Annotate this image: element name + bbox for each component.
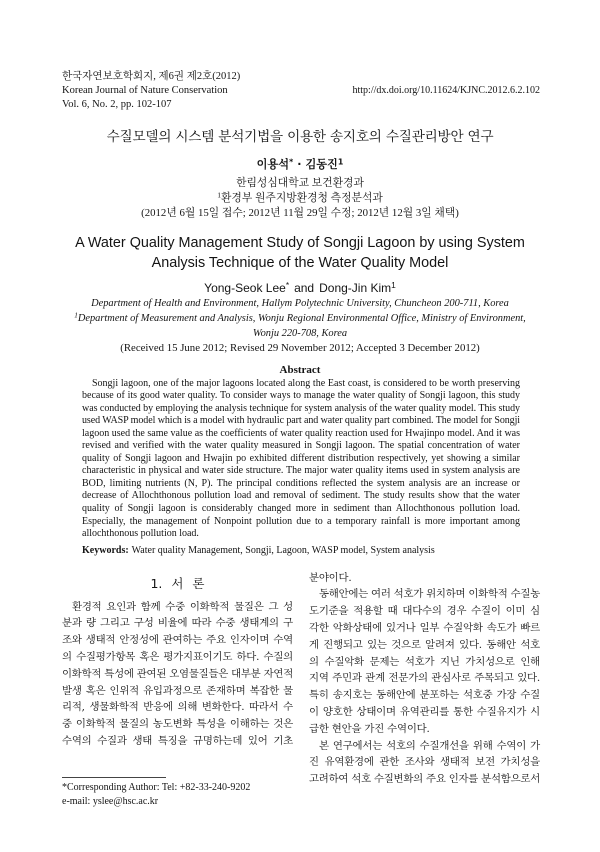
korean-affiliation-1: 한림성심대학교 보건환경과: [236, 176, 364, 189]
body-line: 동해안에는 여러 석호가 위치하며 이화학적 수질농: [319, 588, 540, 601]
english-authors: [0, 280, 600, 296]
author-name: 이용석: [256, 158, 290, 171]
keywords: [82, 544, 435, 558]
body-line: 중 이화학적 물질의 농도변화 특성을 이해하는 것은: [62, 718, 293, 731]
body-line: 리적, 생물화학적 반응에 의해 변화한다. 따라서 수: [62, 701, 293, 714]
korean-title: 수질모델의 시스템 분석기법을 이용한 송지호의 수질관리방안 연구: [106, 129, 494, 145]
english-history: (Received 15 June 2012; Revised 29 November 2012; Accepted 3 December 2012): [120, 341, 480, 354]
abstract-heading: Abstract: [279, 364, 321, 376]
right-column: [309, 570, 540, 788]
affiliation-mark: 1: [217, 190, 221, 200]
journal-korean-citation: 한국자연보호학회지, 제6권 제2호(2012): [62, 71, 241, 82]
author-separator: ·: [297, 158, 302, 171]
affiliation-text: 환경부 원주지방환경청 측정분석과: [220, 191, 383, 204]
body-line: 조와 생태적 안정성에 관여하는 주요 인자이며 수역: [62, 634, 293, 647]
abstract-line: decrease of Allochthonous pollution load and removal of sediment. The study results show that the water: [82, 490, 520, 502]
author-email: e-mail: yslee@hsc.ac.kr: [62, 796, 159, 807]
journal-english-name: Korean Journal of Nature Conservation: [62, 85, 228, 96]
abstract-text: [82, 378, 520, 541]
body-line: 특히 송지호는 동해안에 분포하는 석호중 가장 수질: [309, 689, 540, 702]
english-title-line: Analysis Technique of the Water Quality Model: [151, 255, 449, 271]
body-line: 의 수질악화 문제는 석호가 지닌 가치성으로 인해: [309, 655, 540, 668]
abstract-line: revised and verified with the water quality measured in Songji lagoon. The spatial concentration of water: [82, 440, 520, 452]
english-affiliation-1: Department of Health and Environment, Hallym Polytechnic University, Chuncheon 200-711, Korea: [91, 297, 509, 309]
author-mark: 1: [337, 157, 344, 167]
author-mark: *: [285, 280, 290, 291]
english-affiliation-2: [0, 311, 600, 326]
left-column: [62, 599, 293, 750]
english-affiliation-2-cont: Wonju 220-708, Korea: [252, 327, 348, 339]
author-name: 김동진: [305, 158, 338, 171]
abstract-line: BOD, limiting nutrients (N, P). The principal conditions reflected the system analysis are an increase or: [82, 477, 520, 489]
body-line: 각한 악화상태에 있거나 일부 수질악화 속도가 빠르: [309, 621, 540, 634]
body-line: 본 연구에서는 석호의 수질개선을 위해 수역이 가: [319, 739, 540, 752]
body-line: 발생 혹은 인위적 유입과정으로 존재하며 복잡한 물: [62, 684, 293, 697]
footnote: [62, 781, 250, 809]
body-line: 의 수질평가항목 혹은 평가지표이기도 하다. 수질의: [62, 650, 293, 663]
author-mark: *: [289, 157, 294, 167]
author-conjunction: and: [294, 281, 315, 295]
english-title: [0, 233, 600, 273]
journal-header: [62, 70, 240, 112]
abstract-line: Songji lagoon, one of the major lagoons located along the East coast, is considered to be worth preserving: [92, 377, 520, 389]
journal-volume-pages: Vol. 6, No. 2, pp. 102-107: [62, 99, 172, 110]
author-name: Dong-Jin Kim: [319, 281, 392, 295]
korean-history: (2012년 6월 15일 접수; 2012년 11월 29일 수정; 2012년 12월 3일 채택): [141, 206, 459, 219]
affiliation-mark: 1: [74, 311, 78, 320]
body-line: 분야이다.: [309, 571, 352, 584]
corresponding-author: *Corresponding Author: Tel: +82-33-240-9202: [62, 782, 251, 793]
keywords-label: Keywords:: [82, 545, 129, 556]
body-line: 이 양호한 상태이며 유역관리를 통한 수질유지가 시: [309, 705, 540, 718]
korean-authors: [0, 157, 600, 173]
korean-affiliations: [0, 176, 600, 206]
doi-link[interactable]: http://dx.doi.org/10.11624/KJNC.2012.6.2.102: [352, 85, 540, 96]
body-line: 진 유역환경에 관한 조사와 생태적 보전 가치성을: [309, 756, 540, 769]
body-line: 급한 현안을 가진 수역이다.: [309, 722, 430, 735]
english-affiliations: [0, 296, 600, 341]
abstract-line: used WASP model which is a model with hydraulic part and water quality part combined. The model for Songji: [82, 415, 520, 427]
body-line: 분과 량 그리고 구성 비율에 따라 수중 생태계의 구: [62, 617, 293, 630]
body-line: 수역의 수질과 생태 특징을 규명하는데 있어 기초: [62, 734, 293, 747]
abstract-line: Especially, the management of Nonpoint pollution due to a temporary rainfall is more important among: [82, 515, 520, 527]
abstract-line: because of its good water quality. To consider ways to manage the water quality of Songji lagoon, this study: [82, 390, 520, 402]
body-line: 환경적 요인과 함께 수중 이화학적 물질은 그 성: [72, 600, 293, 613]
abstract-line: quality of Songji lagoon and Hwajin po exhibited different distribution respectively, yet showing a similar: [82, 452, 520, 464]
korean-affiliation-2: [0, 191, 600, 206]
keywords-value: Water quality Management, Songji, Lagoon, WASP model, System analysis: [131, 545, 435, 556]
author-name: Yong-Seok Lee: [204, 281, 286, 295]
body-line: 이화학적 특성에 관여된 오염물질들은 대부분 자연적: [62, 667, 293, 680]
abstract-line: lagoon used the same value as the coefficients of water quality reaction used for Hwajinpo model. And it was: [82, 427, 520, 439]
body-line: 지역 주민과 관계 전문가의 관심사로 주목되고 있다.: [309, 672, 540, 685]
footnote-divider: [62, 777, 166, 778]
author-mark: 1: [391, 280, 396, 291]
body-line: 고려하여 석호 수질변화의 주요 인자를 분석함으로서: [309, 773, 540, 786]
body-line: 도기준을 적용할 때 대다수의 경우 수질이 이미 심: [309, 605, 540, 618]
english-title-line: A Water Quality Management Study of Songji Lagoon by using System: [75, 235, 525, 251]
section-heading: 1. 서 론: [150, 576, 205, 591]
body-line: 게 진행되고 있는 것으로 알려져 있다. 동해안 석호: [309, 638, 540, 651]
abstract-line: quality of Songji lagoon is considerably changed more in sediment than Allochthonous pollution load.: [82, 502, 520, 514]
abstract-line: allochthonous pollution load.: [82, 528, 199, 540]
abstract-line: characteristic in physical and water side structure. The major water quality items used in system analysis are: [82, 465, 520, 477]
abstract-line: was conducted by employing the analysis technique for system analysis of the water quality model. This study: [82, 402, 520, 414]
affiliation-text: Department of Measurement and Analysis, Wonju Regional Environmental Office, Ministry of Environment,: [77, 312, 526, 324]
